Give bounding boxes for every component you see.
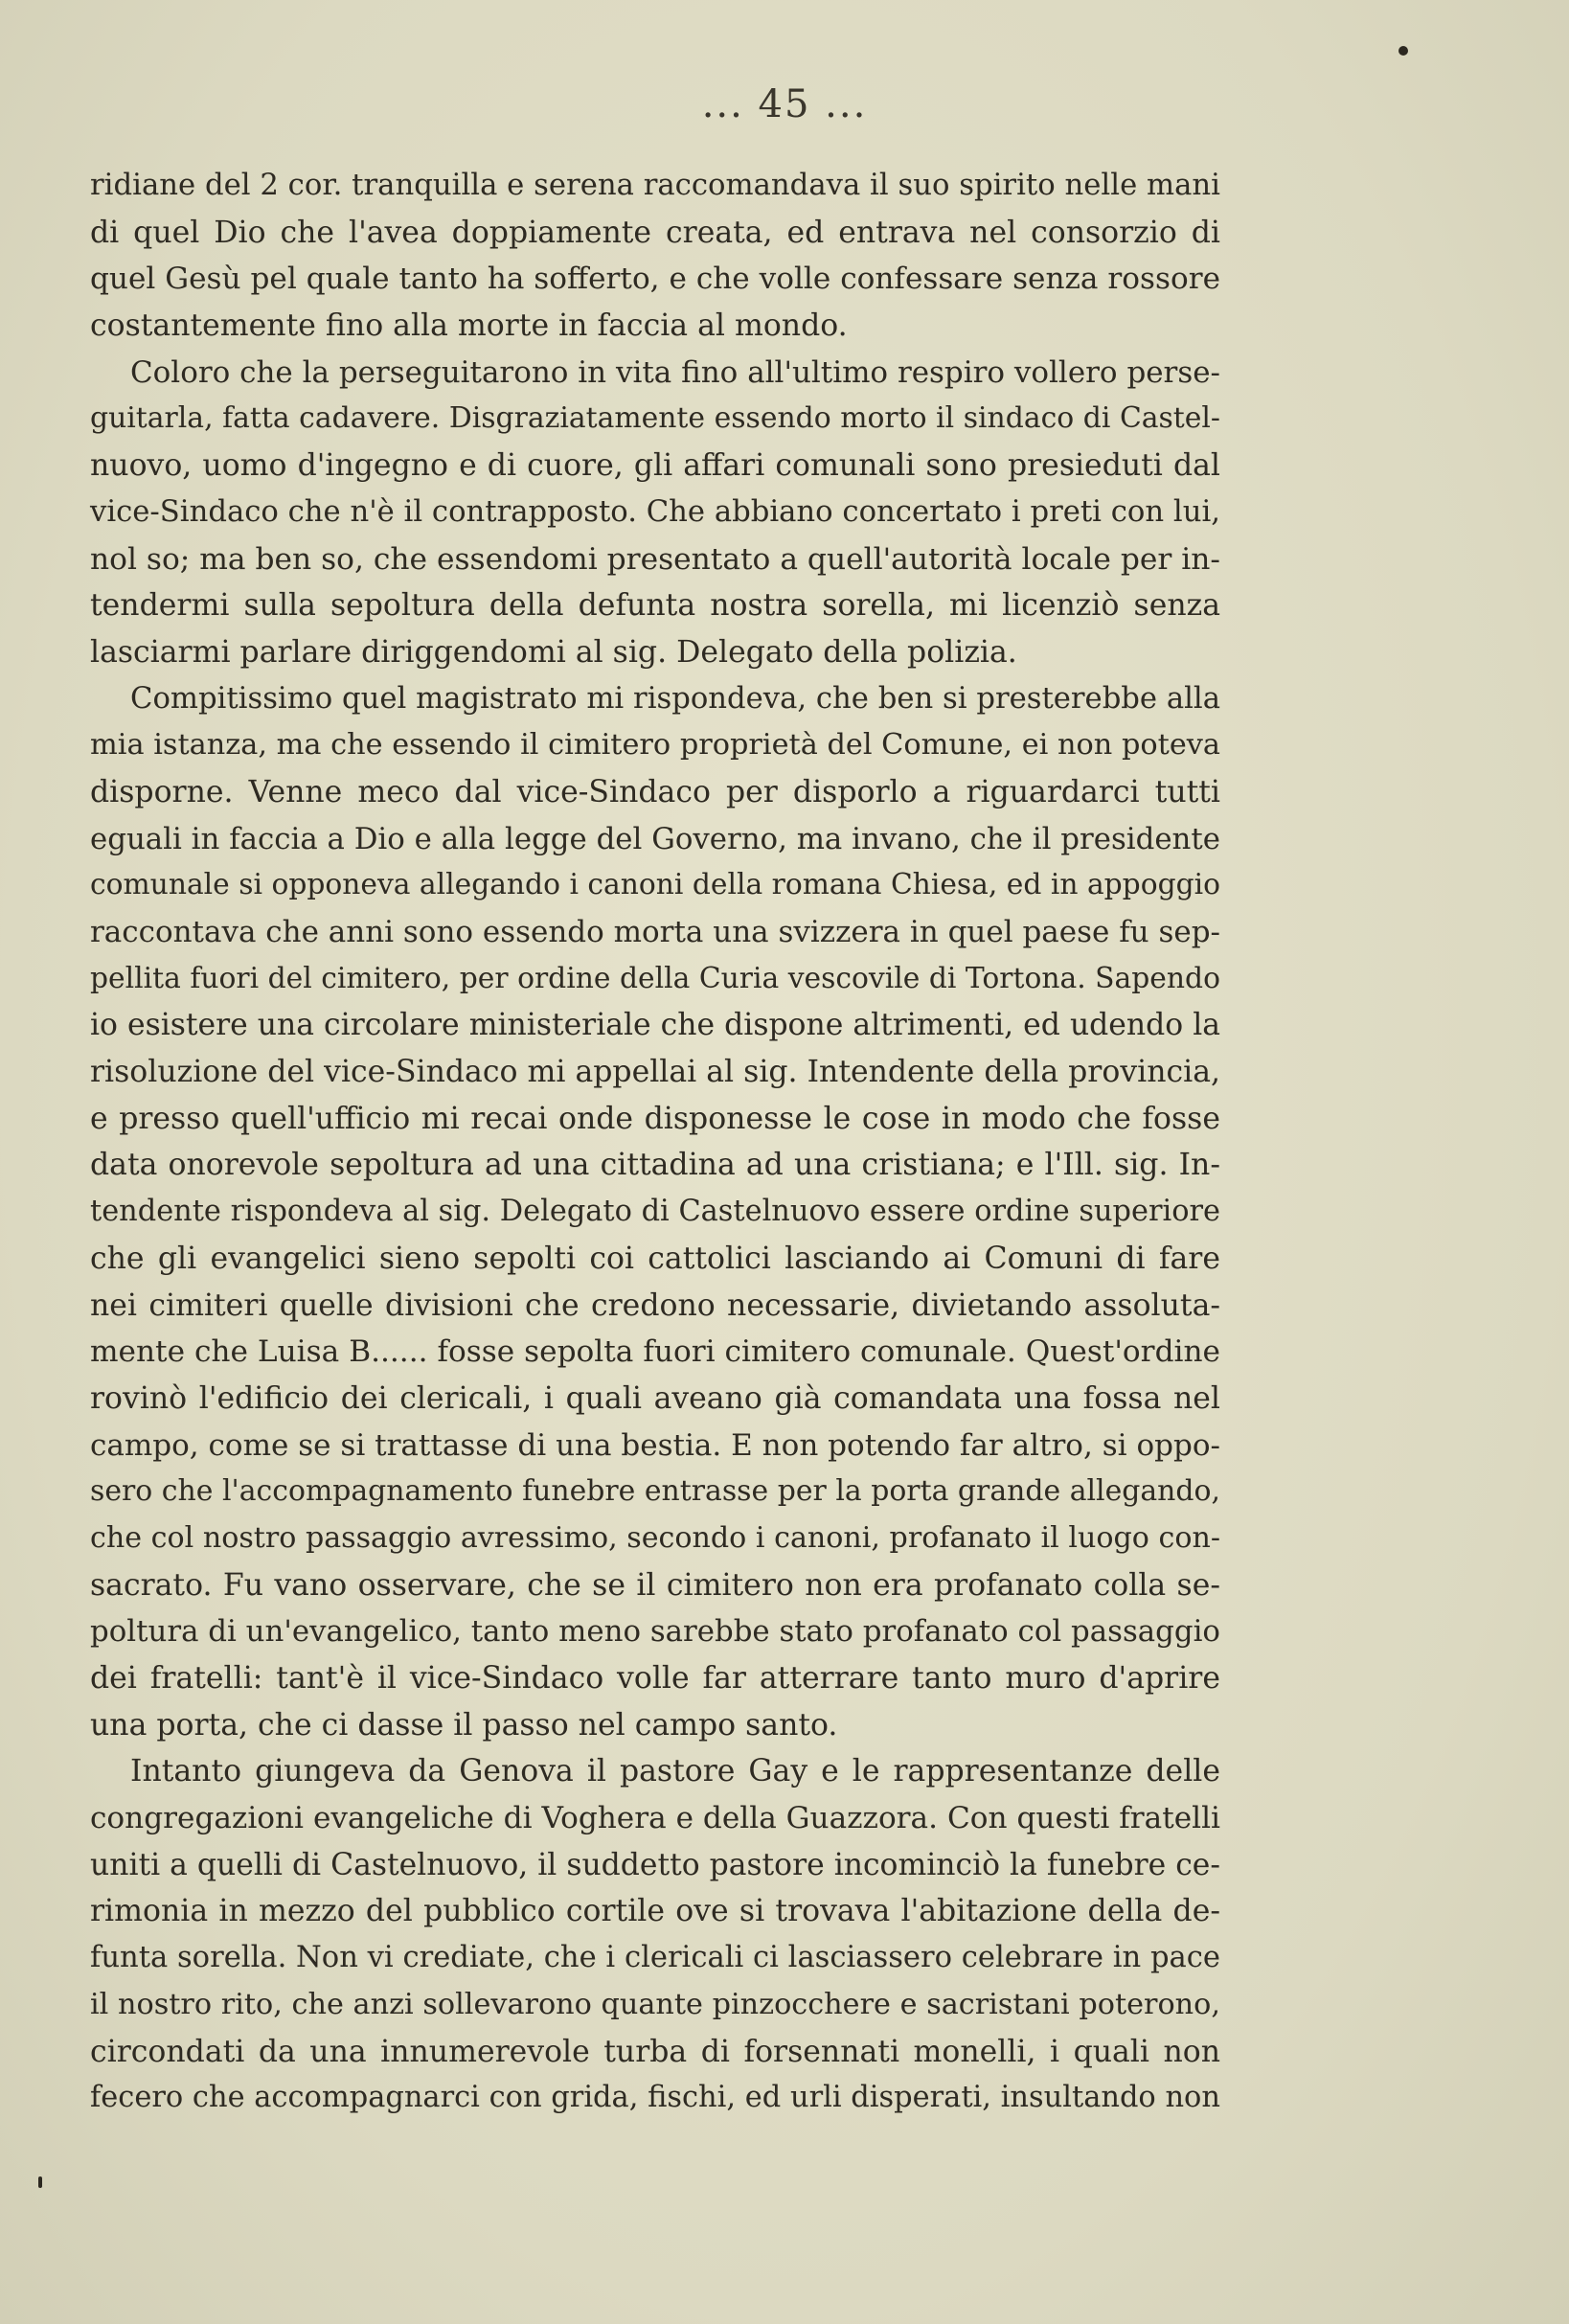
text-line: sacrato. Fu vano osservare, che se il cimitero non era profanato colla se-: [90, 1567, 1220, 1603]
text-line: costantemente fino alla morte in faccia al mondo.: [90, 308, 848, 344]
text-line: campo, come se si trattasse di una bestia. E non potendo far altro, si oppo-: [90, 1427, 1220, 1463]
text-line: rovinò l'edificio dei clericali, i quali aveano già comandata una fossa nel: [90, 1380, 1220, 1416]
text-line: tendente rispondeva al sig. Delegato di Castelnuovo essere ordine superiore: [90, 1195, 1220, 1229]
ink-speck: [38, 2176, 42, 2188]
text-line: tendermi sulla sepoltura della defunta nostra sorella, mi licenziò senza: [90, 588, 1220, 624]
text-line: ridiane del 2 cor. tranquilla e serena raccomandava il suo spirito nelle mani: [90, 169, 1220, 202]
text-line: uniti a quelli di Castelnuovo, il suddetto pastore incominciò la funebre ce-: [90, 1847, 1220, 1882]
body-text: [90, 163, 1220, 2122]
text-line: vice-Sindaco che n'è il contrapposto. Che abbiano concertato i preti con lui,: [90, 494, 1220, 529]
ink-speck: [1398, 46, 1408, 56]
text-line: guitarla, fatta cadavere. Disgraziatamente essendo morto il sindaco di Castel-: [90, 401, 1220, 436]
text-line: il nostro rito, che anzi sollevarono quante pinzocchere e sacristani poterono,: [90, 1987, 1220, 2021]
text-line: una porta, che ci dasse il passo nel campo santo.: [90, 1707, 838, 1743]
text-line: sero che l'accompagnamento funebre entrasse per la porta grande allegando,: [90, 1474, 1220, 1509]
text-line: Intanto giungeva da Genova il pastore Gay e le rappresentanze delle: [130, 1754, 1220, 1789]
text-line: che gli evangelici sieno sepolti coi cattolici lasciando ai Comuni di fare: [90, 1241, 1220, 1276]
text-line: nei cimiteri quelle divisioni che credono necessarie, divietando assoluta-: [90, 1287, 1220, 1323]
text-line: funta sorella. Non vi crediate, che i clericali ci lasciassero celebrare in pace: [90, 1941, 1220, 1975]
text-line: Coloro che la perseguitarono in vita fino all'ultimo respiro vollero perse-: [130, 354, 1220, 390]
text-line: che col nostro passaggio avressimo, secondo i canoni, profanato il luogo con-: [90, 1520, 1220, 1555]
text-line: eguali in faccia a Dio e alla legge del Governo, ma invano, che il presidente: [90, 821, 1220, 856]
text-line: data onorevole sepoltura ad una cittadina ad una cristiana; e l'Ill. sig. In-: [90, 1148, 1220, 1183]
text-line: lasciarmi parlare diriggendomi al sig. Delegato della polizia.: [90, 634, 1017, 670]
text-line: nuovo, uomo d'ingegno e di cuore, gli affari comunali sono presieduti dal: [90, 448, 1220, 484]
text-line: mia istanza, ma che essendo il cimitero proprietà del Comune, ei non poteva: [90, 728, 1220, 763]
text-line: e presso quell'ufficio mi recai onde disponesse le cose in modo che fosse: [90, 1101, 1220, 1136]
text-line: di quel Dio che l'avea doppiamente creata, ed entrava nel consorzio di: [90, 215, 1220, 250]
text-line: quel Gesù pel quale tanto ha sofferto, e che volle confessare senza rossore: [90, 262, 1220, 297]
text-line: pellita fuori del cimitero, per ordine della Curia vescovile di Tortona. Sapendo: [90, 961, 1220, 995]
text-line: io esistere una circolare ministeriale che dispone altrimenti, ed udendo la: [90, 1008, 1220, 1043]
text-line: dei fratelli: tant'è il vice-Sindaco volle far atterrare tanto muro d'aprire: [90, 1661, 1220, 1696]
text-line: raccontava che anni sono essendo morta una svizzera in quel paese fu sep-: [90, 915, 1220, 949]
text-line: nol so; ma ben so, che essendomi presentato a quell'autorità locale per in-: [90, 541, 1220, 577]
text-line: Compitissimo quel magistrato mi rispondeva, che ben si presterebbe alla: [130, 681, 1220, 716]
text-line: disporne. Venne meco dal vice-Sindaco per disporlo a riguardarci tutti: [90, 774, 1220, 809]
text-line: circondati da una innumerevole turba di forsennati monelli, i quali non: [90, 2034, 1220, 2069]
text-line: fecero che accompagnarci con grida, fischi, ed urli disperati, insultando non: [90, 2081, 1220, 2115]
text-line: mente che Luisa B...... fosse sepolta fuori cimitero comunale. Quest'ordine: [90, 1334, 1220, 1370]
text-line: poltura di un'evangelico, tanto meno sarebbe stato profanato col passaggio: [90, 1614, 1220, 1650]
text-line: congregazioni evangeliche di Voghera e della Guazzora. Con questi fratelli: [90, 1801, 1220, 1836]
page-number: ... 45 ...: [701, 82, 868, 126]
text-line: risoluzione del vice-Sindaco mi appellai al sig. Intendente della provincia,: [90, 1055, 1220, 1090]
text-line: rimonia in mezzo del pubblico cortile ove si trovava l'abitazione della de-: [90, 1894, 1220, 1929]
text-line: comunale si opponeva allegando i canoni della romana Chiesa, ed in appoggio: [90, 868, 1220, 902]
